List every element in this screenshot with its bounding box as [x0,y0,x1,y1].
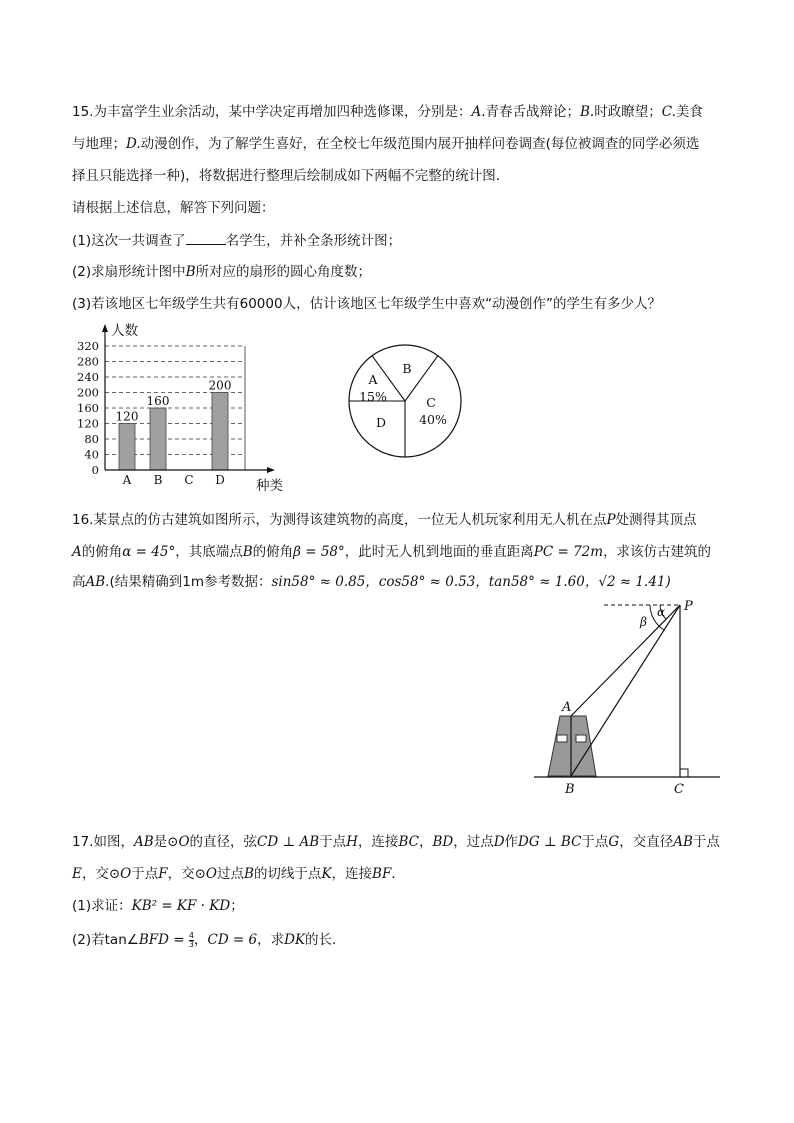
q15-part-2: (2)求扇形统计图中B所对应的扇形的圆心角度数； [72,264,372,280]
pie-slice-label: C [426,395,436,410]
building-window [576,735,586,742]
q17-part-1: (1)求证：KB² = KF · KD； [72,898,244,914]
x-category-label: B [153,473,163,487]
q16-line-3: 高AB.(结果精确到1m参考数据：sin58° ≈ 0.85，cos58° ≈ 0.53，tan58° ≈ 1.60，√2 ≈ 1.41) [72,574,671,590]
q15-part-1: (1)这次一共调查了 名学生，并补全条形统计图； [72,230,401,251]
x-category-label: C [184,473,194,487]
y-tick-label: 120 [77,416,99,431]
segment-PA [571,605,680,716]
y-tick-label: 200 [77,385,99,400]
pie-slice-label: A [368,372,378,387]
bar [150,408,166,470]
q15-line-2: 与地理；D.动漫创作，为了解学生喜好，在全校七年级范围内展开抽样问卷调查(每位被调查的同学必须选 [72,136,700,152]
y-tick-label: 40 [84,447,99,462]
alpha-label: α [657,605,666,619]
answer-blank[interactable] [186,230,226,245]
bar-value-label: 160 [146,394,170,408]
building-shape [548,716,596,776]
pie-slice-percent: 40% [419,412,447,427]
q15-line-1: 15.为丰富学生业余活动，某中学决定再增加四种选修课，分别是：A.青春舌战辩论；B.时政瞭望；C.美食 [72,104,703,120]
bar [119,424,135,471]
pie-slice-percent: 15% [359,389,387,404]
bar-value-label: 200 [208,378,232,393]
x-category-label: D [215,473,225,487]
bar-chart [70,320,290,495]
q15-part-3: (3)若该地区七年级学生共有60000人，估计该地区七年级学生中喜欢“动漫创作”的学生有多少人？ [72,296,662,312]
y-tick-label: 160 [77,401,99,415]
q17-part-2: (2)若tan∠BFD = $\frac{4}{3}$ ，CD = 6，求DK的长． [72,930,346,949]
x-category-label: A [122,473,132,487]
x-axis-label: 种类 [256,478,283,494]
q16-line-1: 16.某景点的仿古建筑如图所示，为测得该建筑物的高度，一位无人机玩家利用无人机在点P处测得其顶点 [72,512,697,528]
y-tick-label: 0 [91,463,99,477]
q16-line-2: A的俯角α = 45°，其底端点B的俯角β = 58°，此时无人机到地面的垂直距离PC = 72m，求该仿古建筑的 [72,544,712,560]
x-axis-arrow [267,467,275,473]
point-P-label: P [684,599,693,614]
q15-line-4: 请根据上述信息，解答下列问题： [72,200,275,216]
q17-line-1: 17.如图，AB是⊙O的直径，弦CD ⊥ AB于点H，连接BC，BD，过点D作DG ⊥ BC于点G，交直径AB于点 [72,834,720,850]
beta-label: β [640,615,647,629]
right-angle-mark [680,769,688,777]
y-tick-label: 240 [77,370,99,384]
q16-figure [530,594,730,804]
q15-line-3: 择且只能选择一种)，将数据进行整理后绘制成如下两幅不完整的统计图． [72,168,510,184]
bar-value-label: 120 [115,409,139,424]
building-window [557,735,567,742]
pie-slice-label: D [375,415,387,430]
segment-PB [571,605,680,776]
y-tick-label: 280 [77,354,99,369]
fraction: $\frac{4}{3}$ [188,930,194,949]
y-tick-label: 80 [84,432,99,446]
pie-chart [340,336,470,466]
y-axis-arrow [102,324,108,332]
bar [212,393,228,471]
point-C-label: C [674,782,684,797]
point-B-label: B [565,782,575,797]
pie-slice-label: B [402,361,412,376]
point-A-label: A [562,700,572,715]
y-axis-label: 人数 [111,323,138,339]
y-tick-label: 320 [77,339,99,353]
q17-line-2: E，交⊙O于点F，交⊙O过点B的切线于点K，连接BF． [72,866,405,882]
